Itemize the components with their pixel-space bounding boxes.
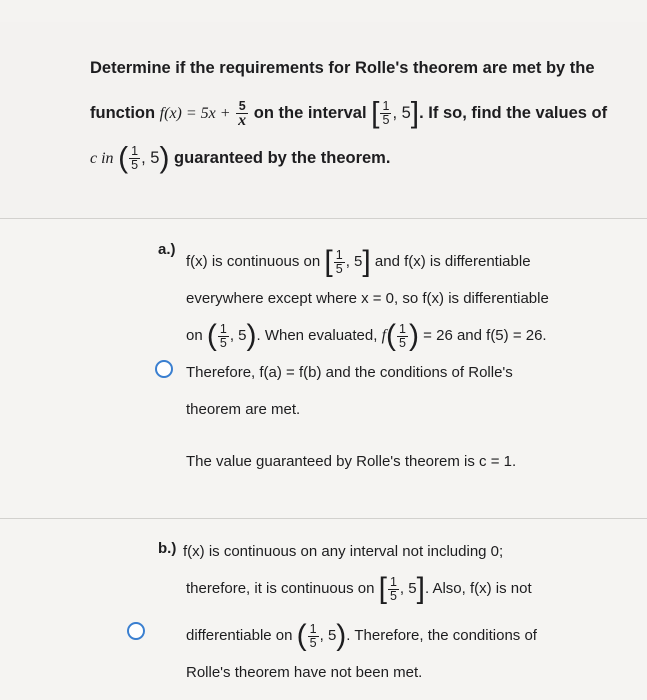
option-b-letter: b.) xyxy=(158,540,177,557)
interval-open: ( $\frac{1}{5}$ , 5) xyxy=(118,141,170,175)
question-block xyxy=(0,22,647,218)
option-a-letter: a.) xyxy=(158,241,176,258)
question-line-1: Determine if the requirements for Rolle's theorem are met by the xyxy=(90,59,595,77)
interval-closed: [ $\frac{1}{5}$ , 5] xyxy=(371,96,420,130)
option-b[interactable] xyxy=(0,519,647,700)
option-b-text: f(x) is continuous on any interval not including 0; therefore, it is continuous on [ $\frac{1}{5}$ , 5]. Also, f(x) is not differentiable on ( $\frac{1}{5}$ , 5). Therefore, the conditions of Rolle's theorem have not been met. xyxy=(183,543,537,681)
question-line-2: function f(x) = 5x + $\frac{5}{x}$ on the interval [ $\frac{1}{5}$ , 5]. If so, find the values of xyxy=(90,96,608,130)
option-a-text: f(x) is continuous on [ $\frac{1}{5}$ , 5] and f(x) is differentiable everywhere except where x = 0, so f(x) is differentiable on ( $\frac{1}{5}$ , 5). When evaluated, f( $\frac{1}{5}$ ) = 26 and f(5) = 26. Therefore, f(a) = f(b) and the conditions of Rolle's theorem are met. The value guaranteed by Rolle's theorem is c = 1. xyxy=(186,243,616,480)
option-a-answer: The value guaranteed by Rolle's theorem is c = 1. xyxy=(186,453,517,470)
question-line-3: c in ( $\frac{1}{5}$ , 5) guaranteed by the theorem. xyxy=(90,141,391,175)
option-a-radio[interactable] xyxy=(155,360,173,378)
option-a[interactable] xyxy=(0,219,647,518)
function-expression: f(x) = 5x + xyxy=(159,105,231,122)
fraction-5-over-x: $\frac{5}{x}$ xyxy=(238,99,247,130)
option-b-radio[interactable] xyxy=(127,622,145,640)
question-text xyxy=(90,46,620,181)
